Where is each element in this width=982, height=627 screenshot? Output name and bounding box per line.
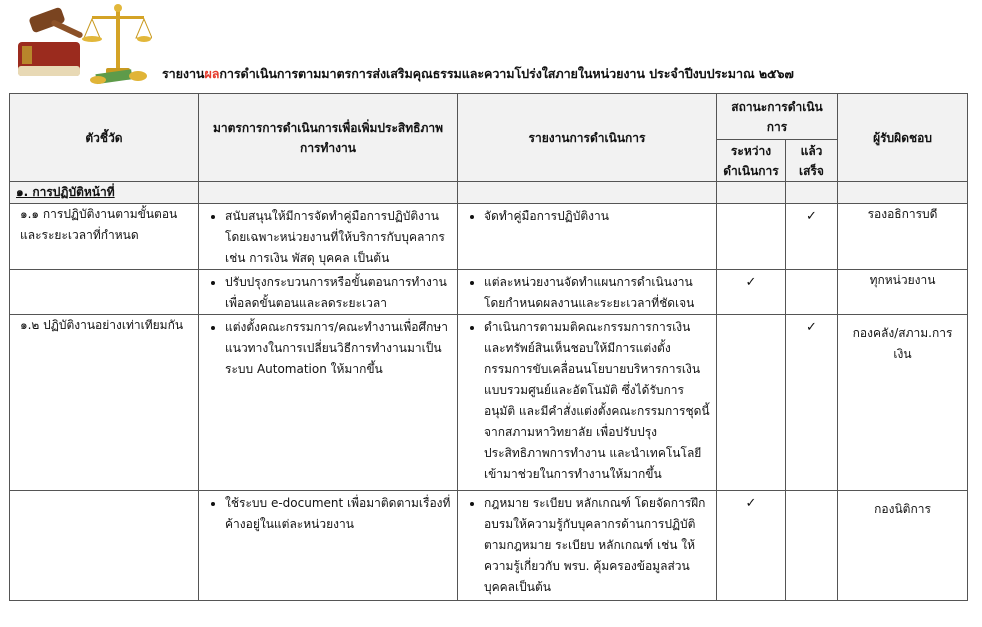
indicator-cell: ๑.๑ การปฏิบัติงานตามขั้นตอนและระยะเวลาที่กำหนด — [10, 204, 199, 270]
report-title — [162, 64, 794, 84]
report-header — [0, 0, 982, 92]
report-cell — [458, 491, 717, 601]
indicator-cell: ๑.๒ ปฏิบัติงานอย่างเท่าเทียมกัน — [10, 315, 199, 491]
section-label: ๑. การปฏิบัติหน้าที่ — [16, 185, 115, 199]
responsible-cell: กองคลัง/สภาม.การเงิน — [838, 315, 968, 491]
section-row — [10, 182, 968, 204]
in-progress-check: ✓ — [717, 270, 786, 315]
section-title — [10, 182, 199, 204]
table-row — [10, 204, 968, 270]
in-progress-check — [717, 204, 786, 270]
in-progress-check — [717, 315, 786, 491]
header-done: แล้วเสร็จ — [786, 140, 838, 182]
table-row — [10, 270, 968, 315]
responsible-cell: รองอธิการบดี — [838, 204, 968, 270]
header-measures: มาตรการการดำเนินการเพื่อเพิ่มประสิทธิภาพการทำงาน — [199, 94, 458, 182]
header-status: สถานะการดำเนินการ — [717, 94, 838, 140]
measure-item: • สนับสนุนให้มีการจัดทำคู่มือการปฏิบัติงานโดยเฉพาะหน่วยงานที่ให้บริการกับบุคลากร เช่น การเงิน พัสดุ บุคคล เป็นต้น — [225, 206, 451, 269]
title-rest: การดำเนินการตามมาตรการส่งเสริมคุณธรรมและความโปร่งใสภายในหน่วยงาน ประจำปีงบประมาณ ๒๕๖๗ — [219, 66, 794, 81]
justice-scale-logo-icon — [12, 2, 152, 86]
table-row — [10, 491, 968, 601]
indicator-cell — [10, 491, 199, 601]
responsible-cell: กองนิติการ — [838, 491, 968, 601]
report-item: • กฎหมาย ระเบียบ หลักเกณฑ์ โดยจัดการฝึกอบรมให้ความรู้กับบุคลากรด้านการปฏิบัติตามกฎหมาย ระเบียบ หลักเกณฑ์ เช่น ให้ความรู้เกี่ยวกับ พรบ. คุ้มครองข้อมูลส่วนบุคคลเป็นต้น — [484, 493, 710, 598]
done-check: ✓ — [786, 204, 838, 270]
header-indicator: ตัวชี้วัด — [10, 94, 199, 182]
done-check — [786, 491, 838, 601]
indicator-cell — [10, 270, 199, 315]
title-accent: ผล — [204, 66, 220, 81]
measure-item: • ใช้ระบบ e-document เพื่อมาติดตามเรื่องที่ค้างอยู่ในแต่ละหน่วยงาน — [225, 493, 451, 535]
measure-cell — [199, 204, 458, 270]
report-cell — [458, 204, 717, 270]
report-cell — [458, 315, 717, 491]
measure-cell — [199, 270, 458, 315]
report-item: • จัดทำคู่มือการปฏิบัติงาน — [484, 206, 710, 227]
measure-item: • ปรับปรุงกระบวนการหรือขั้นตอนการทำงานเพื่อลดขั้นตอนและลดระยะเวลา — [225, 272, 451, 314]
header-report: รายงานการดำเนินการ — [458, 94, 717, 182]
report-item: • ดำเนินการตามมติคณะกรรมการการเงินและทรัพย์สินเห็นชอบให้มีการแต่งตั้งกรรมการขับเคลื่อนนโยบายบริหารการเงินแบบรวมศูนย์และอัตโนมัติ ซึ่งได้รับการอนุมัติ และมีคำสั่งแต่งตั้งคณะกรรมการชุดนี้จากสภามหาวิทยาลัย เพื่อปรับปรุงประสิทธิภาพการทำงาน และนำเทคโนโลยีเข้ามาช่วยในการทำงานให้มากขึ้น — [484, 317, 710, 485]
title-prefix: รายงาน — [162, 66, 205, 81]
done-check — [786, 270, 838, 315]
report-item: • แต่ละหน่วยงานจัดทำแผนการดำเนินงานโดยกำหนดผลงานและระยะเวลาที่ชัดเจน — [484, 272, 710, 314]
measure-cell — [199, 315, 458, 491]
header-responsible: ผู้รับผิดชอบ — [838, 94, 968, 182]
report-table — [9, 93, 968, 601]
measure-cell — [199, 491, 458, 601]
done-check: ✓ — [786, 315, 838, 491]
header-in-progress: ระหว่างดำเนินการ — [717, 140, 786, 182]
measure-item: • แต่งตั้งคณะกรรมการ/คณะทำงานเพื่อศึกษาแนวทางในการเปลี่ยนวิธีการทำงานมาเป็นระบบ Automation ให้มากขึ้น — [225, 317, 451, 380]
in-progress-check: ✓ — [717, 491, 786, 601]
report-cell — [458, 270, 717, 315]
responsible-cell: ทุกหน่วยงาน — [838, 270, 968, 315]
table-row — [10, 315, 968, 491]
